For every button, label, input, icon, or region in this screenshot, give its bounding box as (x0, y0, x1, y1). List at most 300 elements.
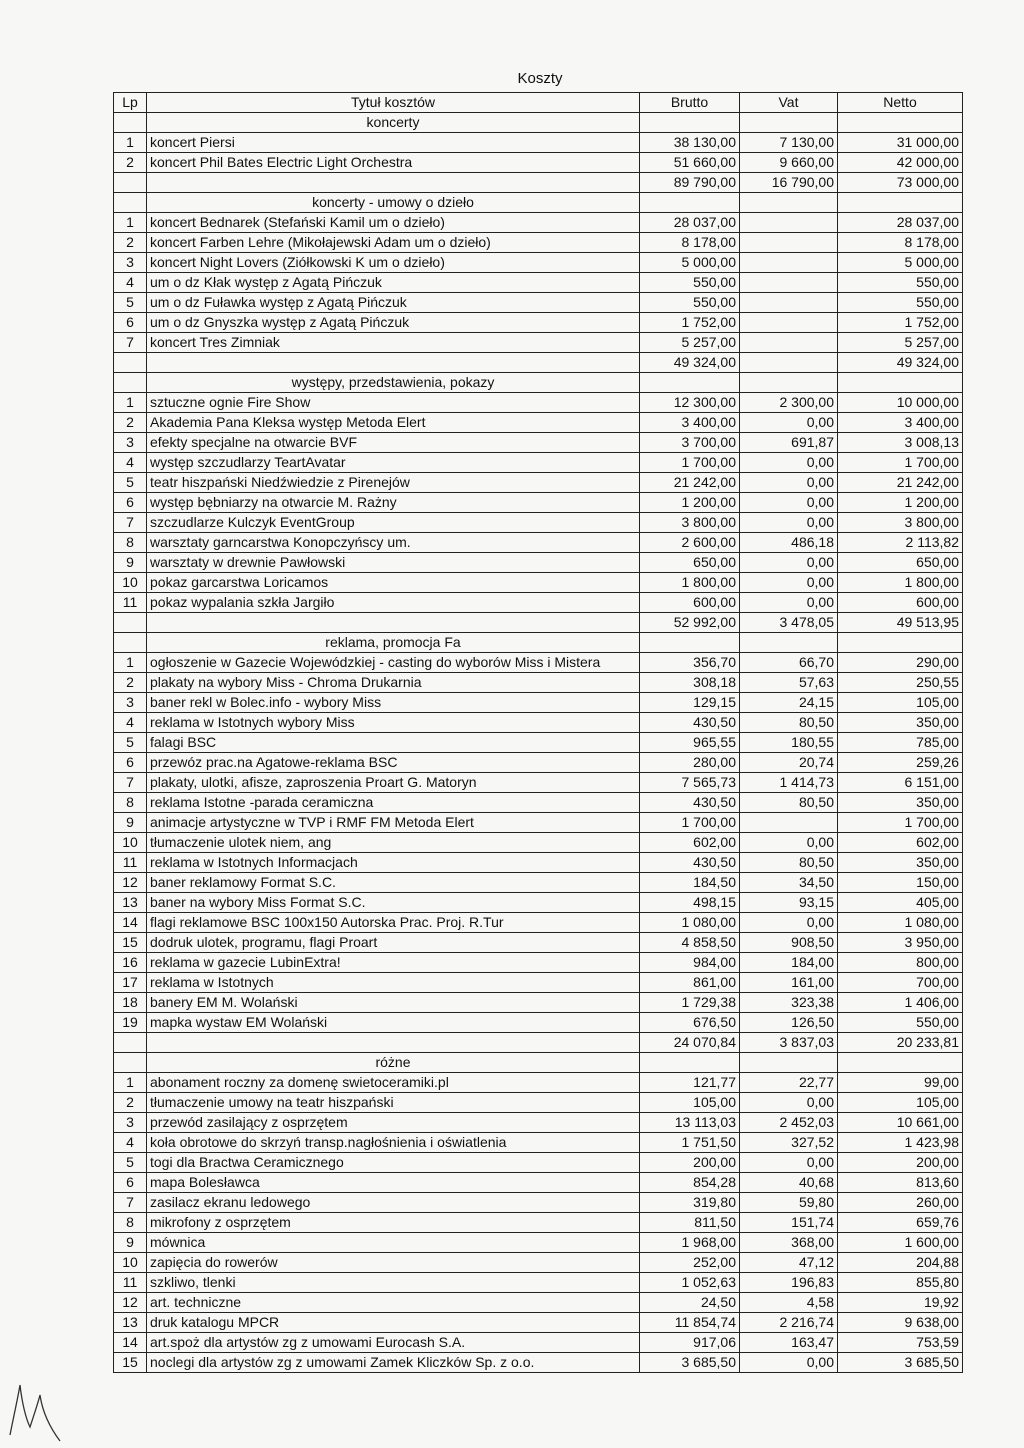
row-title: druk katalogu MPCR (147, 1313, 640, 1333)
table-row (114, 393, 963, 413)
total-title-cell (147, 613, 640, 633)
row-title: efekty specjalne na otwarcie BVF (147, 433, 640, 453)
row-vat: 908,50 (740, 933, 838, 953)
row-lp: 7 (114, 513, 147, 533)
row-brutto: 252,00 (640, 1253, 740, 1273)
row-title: animacje artystyczne w TVP i RMF FM Metoda Elert (147, 813, 640, 833)
row-netto: 1 080,00 (838, 913, 963, 933)
row-brutto: 600,00 (640, 593, 740, 613)
total-lp-cell (114, 353, 147, 373)
row-lp: 12 (114, 873, 147, 893)
row-lp: 15 (114, 933, 147, 953)
row-brutto: 1 751,50 (640, 1133, 740, 1153)
row-netto: 42 000,00 (838, 153, 963, 173)
row-netto: 150,00 (838, 873, 963, 893)
row-title: plakaty, ulotki, afisze, zaproszenia Proart G. Matoryn (147, 773, 640, 793)
table-row (114, 673, 963, 693)
row-brutto: 7 565,73 (640, 773, 740, 793)
row-lp: 12 (114, 1293, 147, 1313)
row-lp: 8 (114, 533, 147, 553)
row-netto: 6 151,00 (838, 773, 963, 793)
row-lp: 10 (114, 833, 147, 853)
section-header-row (114, 193, 963, 213)
row-vat: 66,70 (740, 653, 838, 673)
row-brutto: 1 080,00 (640, 913, 740, 933)
row-vat: 0,00 (740, 413, 838, 433)
row-title: baner reklamowy Format S.C. (147, 873, 640, 893)
row-brutto: 602,00 (640, 833, 740, 853)
empty-cell (838, 633, 963, 653)
row-netto: 550,00 (838, 273, 963, 293)
row-title: zasilacz ekranu ledowego (147, 1193, 640, 1213)
row-netto: 2 113,82 (838, 533, 963, 553)
row-brutto: 356,70 (640, 653, 740, 673)
row-title: warsztaty w drewnie Pawłowski (147, 553, 640, 573)
empty-cell (640, 113, 740, 133)
total-title-cell (147, 173, 640, 193)
total-lp-cell (114, 173, 147, 193)
row-title: koncert Phil Bates Electric Light Orchestra (147, 153, 640, 173)
row-lp: 4 (114, 273, 147, 293)
row-brutto: 121,77 (640, 1073, 740, 1093)
row-netto: 550,00 (838, 1013, 963, 1033)
row-vat: 2 216,74 (740, 1313, 838, 1333)
row-lp: 14 (114, 913, 147, 933)
row-netto: 1 800,00 (838, 573, 963, 593)
row-lp: 3 (114, 433, 147, 453)
table-row (114, 893, 963, 913)
row-vat: 22,77 (740, 1073, 838, 1093)
row-netto: 3 950,00 (838, 933, 963, 953)
row-title: um o dz Fuławka występ z Agatą Pińczuk (147, 293, 640, 313)
row-netto: 1 600,00 (838, 1233, 963, 1253)
row-vat: 9 660,00 (740, 153, 838, 173)
empty-cell (640, 193, 740, 213)
row-lp: 3 (114, 1113, 147, 1133)
row-title: występ szczudlarzy TeartAvatar (147, 453, 640, 473)
table-row (114, 433, 963, 453)
row-vat: 80,50 (740, 713, 838, 733)
row-netto: 31 000,00 (838, 133, 963, 153)
row-vat: 0,00 (740, 1353, 838, 1373)
row-vat: 47,12 (740, 1253, 838, 1273)
row-lp: 5 (114, 293, 147, 313)
table-row (114, 793, 963, 813)
row-brutto: 319,80 (640, 1193, 740, 1213)
row-netto: 28 037,00 (838, 213, 963, 233)
row-lp: 2 (114, 233, 147, 253)
row-brutto: 12 300,00 (640, 393, 740, 413)
row-vat: 0,00 (740, 573, 838, 593)
row-title: plakaty na wybory Miss - Chroma Drukarnia (147, 673, 640, 693)
row-brutto: 1 052,63 (640, 1273, 740, 1293)
row-lp: 2 (114, 1093, 147, 1113)
row-netto: 800,00 (838, 953, 963, 973)
row-vat: 196,83 (740, 1273, 838, 1293)
row-netto: 5 257,00 (838, 333, 963, 353)
row-title: przewóz prac.na Agatowe-reklama BSC (147, 753, 640, 773)
row-lp: 14 (114, 1333, 147, 1353)
row-lp: 3 (114, 253, 147, 273)
row-lp: 5 (114, 733, 147, 753)
row-vat (740, 253, 838, 273)
table-row (114, 1173, 963, 1193)
row-vat: 0,00 (740, 593, 838, 613)
row-vat: 0,00 (740, 833, 838, 853)
row-title: art.spoż dla artystów zg z umowami Eurocash S.A. (147, 1333, 640, 1353)
row-lp: 1 (114, 133, 147, 153)
row-vat: 691,87 (740, 433, 838, 453)
section-header-row (114, 1053, 963, 1073)
table-row (114, 493, 963, 513)
row-brutto: 184,50 (640, 873, 740, 893)
row-vat (740, 293, 838, 313)
row-title: pokaz garcarstwa Loricamos (147, 573, 640, 593)
row-title: Akademia Pana Kleksa występ Metoda Elert (147, 413, 640, 433)
row-netto: 3 685,50 (838, 1353, 963, 1373)
row-vat: 0,00 (740, 453, 838, 473)
row-lp: 4 (114, 453, 147, 473)
total-lp-cell (114, 613, 147, 633)
total-vat (740, 353, 838, 373)
row-title: abonament roczny za domenę swietoceramiki.pl (147, 1073, 640, 1093)
row-lp: 1 (114, 213, 147, 233)
header-row (114, 93, 963, 113)
row-netto: 1 700,00 (838, 453, 963, 473)
row-vat: 2 452,03 (740, 1113, 838, 1133)
section-title: koncerty (147, 113, 640, 133)
row-brutto: 861,00 (640, 973, 740, 993)
row-netto: 600,00 (838, 593, 963, 613)
row-vat: 0,00 (740, 473, 838, 493)
empty-cell (640, 373, 740, 393)
row-title: koncert Farben Lehre (Mikołajewski Adam um o dzieło) (147, 233, 640, 253)
total-vat: 3 478,05 (740, 613, 838, 633)
row-brutto: 308,18 (640, 673, 740, 693)
row-vat: 40,68 (740, 1173, 838, 1193)
row-netto: 200,00 (838, 1153, 963, 1173)
table-row (114, 953, 963, 973)
row-brutto: 1 752,00 (640, 313, 740, 333)
row-title: um o dz Gnyszka występ z Agatą Pińczuk (147, 313, 640, 333)
row-vat: 0,00 (740, 553, 838, 573)
row-brutto: 917,06 (640, 1333, 740, 1353)
row-lp: 2 (114, 673, 147, 693)
row-brutto: 1 800,00 (640, 573, 740, 593)
row-lp: 10 (114, 1253, 147, 1273)
row-lp: 15 (114, 1353, 147, 1373)
row-netto: 9 638,00 (838, 1313, 963, 1333)
table-row (114, 1133, 963, 1153)
row-brutto: 676,50 (640, 1013, 740, 1033)
empty-cell (740, 1053, 838, 1073)
table-row (114, 1233, 963, 1253)
row-title: noclegi dla artystów zg z umowami Zamek Kliczków Sp. z o.o. (147, 1353, 640, 1373)
row-lp: 11 (114, 1273, 147, 1293)
row-brutto: 1 729,38 (640, 993, 740, 1013)
table-row (114, 813, 963, 833)
total-brutto: 89 790,00 (640, 173, 740, 193)
header-lp: Lp (114, 93, 147, 113)
empty-cell (740, 633, 838, 653)
row-title: reklama w gazecie LubinExtra! (147, 953, 640, 973)
table-row (114, 1213, 963, 1233)
row-lp: 4 (114, 713, 147, 733)
row-brutto: 280,00 (640, 753, 740, 773)
section-header-row (114, 633, 963, 653)
row-title: ogłoszenie w Gazecie Wojewódzkiej - casting do wyborów Miss i Mistera (147, 653, 640, 673)
row-lp: 16 (114, 953, 147, 973)
row-netto: 250,55 (838, 673, 963, 693)
row-vat (740, 273, 838, 293)
row-lp: 5 (114, 473, 147, 493)
row-vat: 80,50 (740, 793, 838, 813)
row-lp: 8 (114, 1213, 147, 1233)
row-title: zapięcia do rowerów (147, 1253, 640, 1273)
row-netto: 19,92 (838, 1293, 963, 1313)
row-netto: 105,00 (838, 1093, 963, 1113)
table-row (114, 253, 963, 273)
row-brutto: 3 400,00 (640, 413, 740, 433)
section-title: reklama, promocja Fa (147, 633, 640, 653)
row-title: falagi BSC (147, 733, 640, 753)
empty-cell (640, 1053, 740, 1073)
row-title: reklama Istotne -parada ceramiczna (147, 793, 640, 813)
row-netto: 259,26 (838, 753, 963, 773)
table-row (114, 753, 963, 773)
section-header-row (114, 373, 963, 393)
table-row (114, 593, 963, 613)
row-brutto: 650,00 (640, 553, 740, 573)
row-netto: 8 178,00 (838, 233, 963, 253)
section-header-row (114, 113, 963, 133)
row-lp: 13 (114, 893, 147, 913)
section-total-row (114, 173, 963, 193)
row-vat: 0,00 (740, 1093, 838, 1113)
row-lp: 6 (114, 313, 147, 333)
row-brutto: 498,15 (640, 893, 740, 913)
row-netto: 3 800,00 (838, 513, 963, 533)
row-vat: 368,00 (740, 1233, 838, 1253)
row-netto: 855,80 (838, 1273, 963, 1293)
row-lp: 8 (114, 793, 147, 813)
row-brutto: 550,00 (640, 293, 740, 313)
table-row (114, 1193, 963, 1213)
row-netto: 813,60 (838, 1173, 963, 1193)
row-title: reklama w Istotnych wybory Miss (147, 713, 640, 733)
table-row (114, 1313, 963, 1333)
table-row (114, 233, 963, 253)
row-brutto: 430,50 (640, 853, 740, 873)
row-lp: 9 (114, 553, 147, 573)
table-row (114, 773, 963, 793)
table-row (114, 653, 963, 673)
row-title: szczudlarze Kulczyk EventGroup (147, 513, 640, 533)
row-brutto: 4 858,50 (640, 933, 740, 953)
table-row (114, 973, 963, 993)
row-vat: 2 300,00 (740, 393, 838, 413)
row-netto: 5 000,00 (838, 253, 963, 273)
row-brutto: 200,00 (640, 1153, 740, 1173)
table-row (114, 1073, 963, 1093)
empty-cell (838, 113, 963, 133)
section-total-row (114, 613, 963, 633)
row-vat: 0,00 (740, 1153, 838, 1173)
row-vat: 24,15 (740, 693, 838, 713)
row-lp: 2 (114, 153, 147, 173)
row-vat: 80,50 (740, 853, 838, 873)
row-brutto: 8 178,00 (640, 233, 740, 253)
table-row (114, 513, 963, 533)
table-row (114, 1333, 963, 1353)
row-title: przewód zasilający z osprzętem (147, 1113, 640, 1133)
row-netto: 1 423,98 (838, 1133, 963, 1153)
row-netto: 785,00 (838, 733, 963, 753)
row-vat: 20,74 (740, 753, 838, 773)
row-title: mównica (147, 1233, 640, 1253)
row-vat: 34,50 (740, 873, 838, 893)
row-vat: 161,00 (740, 973, 838, 993)
row-lp: 19 (114, 1013, 147, 1033)
table-row (114, 873, 963, 893)
row-brutto: 1 700,00 (640, 813, 740, 833)
empty-cell (838, 193, 963, 213)
row-vat: 323,38 (740, 993, 838, 1013)
row-lp: 1 (114, 653, 147, 673)
row-vat: 59,80 (740, 1193, 838, 1213)
row-vat: 57,63 (740, 673, 838, 693)
table-row (114, 993, 963, 1013)
row-vat (740, 313, 838, 333)
row-netto: 350,00 (838, 793, 963, 813)
section-lp-cell (114, 373, 147, 393)
row-lp: 3 (114, 693, 147, 713)
total-vat: 16 790,00 (740, 173, 838, 193)
total-brutto: 49 324,00 (640, 353, 740, 373)
row-netto: 659,76 (838, 1213, 963, 1233)
table-row (114, 573, 963, 593)
table-row (114, 733, 963, 753)
total-brutto: 52 992,00 (640, 613, 740, 633)
row-brutto: 2 600,00 (640, 533, 740, 553)
row-netto: 602,00 (838, 833, 963, 853)
row-lp: 4 (114, 1133, 147, 1153)
section-lp-cell (114, 1053, 147, 1073)
table-row (114, 1113, 963, 1133)
row-brutto: 24,50 (640, 1293, 740, 1313)
row-vat: 163,47 (740, 1333, 838, 1353)
row-lp: 11 (114, 593, 147, 613)
row-netto: 99,00 (838, 1073, 963, 1093)
row-vat: 180,55 (740, 733, 838, 753)
row-netto: 1 406,00 (838, 993, 963, 1013)
row-vat: 1 414,73 (740, 773, 838, 793)
row-title: reklama w Istotnych (147, 973, 640, 993)
row-netto: 21 242,00 (838, 473, 963, 493)
row-brutto: 3 685,50 (640, 1353, 740, 1373)
row-brutto: 11 854,74 (640, 1313, 740, 1333)
row-netto: 105,00 (838, 693, 963, 713)
row-lp: 17 (114, 973, 147, 993)
row-vat: 184,00 (740, 953, 838, 973)
section-total-row (114, 1033, 963, 1053)
row-brutto: 51 660,00 (640, 153, 740, 173)
row-lp: 10 (114, 573, 147, 593)
row-title: warsztaty garncarstwa Konopczyńscy um. (147, 533, 640, 553)
section-lp-cell (114, 193, 147, 213)
row-brutto: 984,00 (640, 953, 740, 973)
row-brutto: 5 000,00 (640, 253, 740, 273)
table-row (114, 1093, 963, 1113)
row-netto: 350,00 (838, 853, 963, 873)
table-row (114, 453, 963, 473)
row-vat: 4,58 (740, 1293, 838, 1313)
row-vat (740, 213, 838, 233)
total-brutto: 24 070,84 (640, 1033, 740, 1053)
empty-cell (640, 633, 740, 653)
row-vat: 93,15 (740, 893, 838, 913)
header-title: Tytuł kosztów (147, 93, 640, 113)
table-row (114, 153, 963, 173)
row-brutto: 1 968,00 (640, 1233, 740, 1253)
page-title: Koszty (517, 70, 563, 87)
row-vat: 0,00 (740, 913, 838, 933)
row-netto: 1 752,00 (838, 313, 963, 333)
row-brutto: 550,00 (640, 273, 740, 293)
row-lp: 6 (114, 1173, 147, 1193)
row-brutto: 430,50 (640, 713, 740, 733)
header-vat: Vat (740, 93, 838, 113)
row-brutto: 38 130,00 (640, 133, 740, 153)
row-title: koncert Bednarek (Stefański Kamil um o dzieło) (147, 213, 640, 233)
empty-cell (838, 1053, 963, 1073)
row-vat: 151,74 (740, 1213, 838, 1233)
row-brutto: 1 700,00 (640, 453, 740, 473)
table-row (114, 1013, 963, 1033)
empty-cell (740, 193, 838, 213)
section-lp-cell (114, 633, 147, 653)
row-title: sztuczne ognie Fire Show (147, 393, 640, 413)
row-title: szkliwo, tlenki (147, 1273, 640, 1293)
row-title: banery EM M. Wolański (147, 993, 640, 1013)
costs-body (114, 113, 963, 1373)
row-title: koła obrotowe do skrzyń transp.nagłośnienia i oświatlenia (147, 1133, 640, 1153)
row-vat: 0,00 (740, 513, 838, 533)
row-title: mapa Bolesławca (147, 1173, 640, 1193)
row-netto: 350,00 (838, 713, 963, 733)
total-netto: 20 233,81 (838, 1033, 963, 1053)
row-netto: 260,00 (838, 1193, 963, 1213)
row-brutto: 129,15 (640, 693, 740, 713)
row-title: koncert Piersi (147, 133, 640, 153)
row-lp: 7 (114, 1193, 147, 1213)
row-vat (740, 813, 838, 833)
row-title: występ bębniarzy na otwarcie M. Rażny (147, 493, 640, 513)
row-netto: 700,00 (838, 973, 963, 993)
section-title: różne (147, 1053, 640, 1073)
table-row (114, 1153, 963, 1173)
row-netto: 1 200,00 (838, 493, 963, 513)
row-lp: 1 (114, 1073, 147, 1093)
section-lp-cell (114, 113, 147, 133)
section-title: występy, przedstawienia, pokazy (147, 373, 640, 393)
row-lp: 6 (114, 493, 147, 513)
table-row (114, 473, 963, 493)
row-lp: 7 (114, 333, 147, 353)
row-lp: 13 (114, 1313, 147, 1333)
empty-cell (740, 113, 838, 133)
row-netto: 3 400,00 (838, 413, 963, 433)
